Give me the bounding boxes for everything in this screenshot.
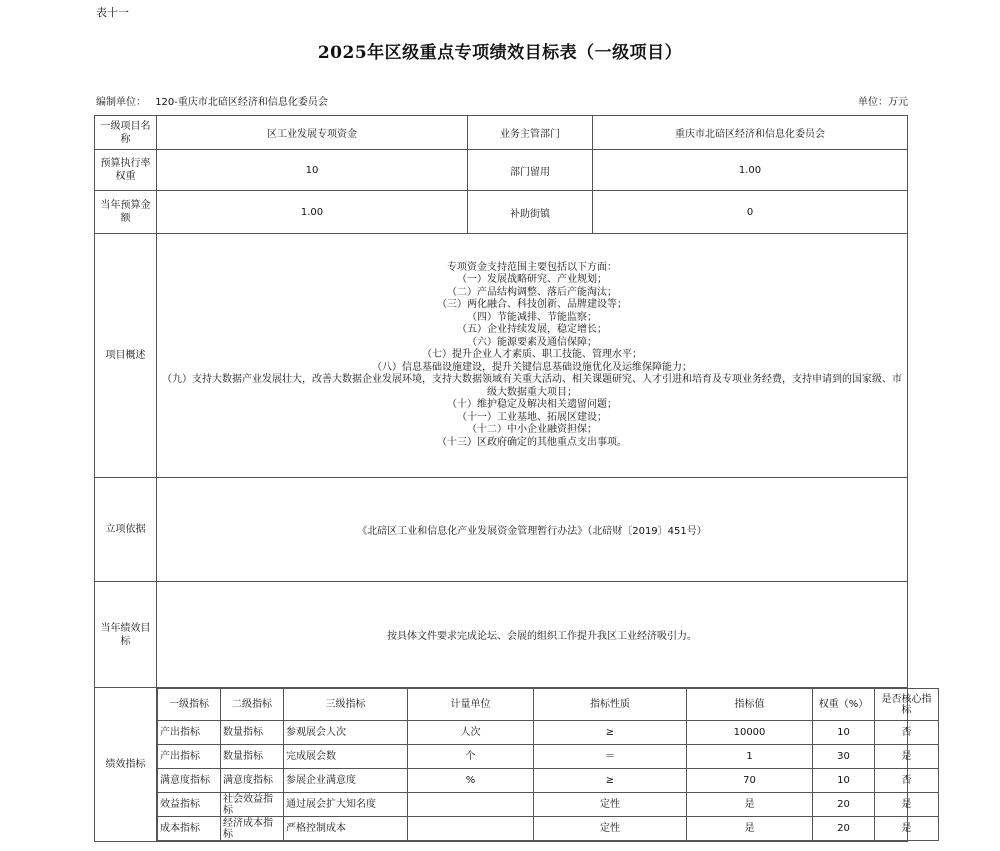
indicators-table bbox=[157, 688, 939, 841]
table-cell: 参观展会人次 bbox=[284, 721, 408, 745]
table-cell: 否 bbox=[875, 769, 939, 793]
org-label: 编制单位： bbox=[96, 97, 146, 108]
table-row bbox=[158, 721, 939, 745]
table-tag: 表十一 bbox=[96, 6, 129, 19]
overview-line: （十一）工业基地、拓展区建设； bbox=[457, 411, 607, 423]
table-cell: 30 bbox=[813, 745, 875, 769]
column-header: 权重（%） bbox=[813, 689, 875, 721]
table-cell: 是 bbox=[687, 793, 813, 817]
table-cell: 70 bbox=[687, 769, 813, 793]
basis-value: 《北碚区工业和信息化产业发展资金管理暂行办法》（北碚财〔2019〕451号） bbox=[157, 478, 908, 582]
retain-value: 1.00 bbox=[593, 150, 908, 191]
table-cell: 是 bbox=[875, 793, 939, 817]
table-cell: 10000 bbox=[687, 721, 813, 745]
subsidy-label: 补助街镇 bbox=[468, 191, 593, 234]
dept-value: 重庆市北碚区经济和信息化委员会 bbox=[593, 116, 908, 150]
overview-line: 专项资金支持范围主要包括以下方面： bbox=[447, 261, 617, 273]
overview-line: （四）节能减排、节能监察； bbox=[467, 311, 597, 323]
column-header: 指标值 bbox=[687, 689, 813, 721]
table-cell: 满意度指标 bbox=[158, 769, 221, 793]
overview-line: （六）能源要素及通信保障； bbox=[467, 336, 597, 348]
table-cell: 通过展会扩大知名度 bbox=[284, 793, 408, 817]
overview-label: 项目概述 bbox=[95, 234, 157, 478]
project-name-value: 区工业发展专项资金 bbox=[157, 116, 468, 150]
overview-line: （九）支持大数据产业发展壮大，改善大数据企业发展环境，支持大数据领域有关重大活动、相关课题研究、人才引进和培育及专项业务经费，支持申请到的国家级、市级大数据重大项目； bbox=[162, 374, 902, 398]
table-row bbox=[158, 817, 939, 841]
goal-value: 按具体文件要求完成论坛、会展的组织工作提升我区工业经济吸引力。 bbox=[387, 631, 697, 642]
retain-label: 部门留用 bbox=[468, 150, 593, 191]
indicators-cell bbox=[157, 688, 932, 842]
column-header: 一级指标 bbox=[158, 689, 221, 721]
table-cell: 10 bbox=[813, 769, 875, 793]
table-cell: 是 bbox=[687, 817, 813, 841]
row-overview bbox=[95, 234, 908, 478]
table-row bbox=[158, 745, 939, 769]
table-cell: 否 bbox=[875, 721, 939, 745]
budget-value: 1.00 bbox=[157, 191, 468, 234]
table-cell: % bbox=[408, 769, 534, 793]
table-cell: 1 bbox=[687, 745, 813, 769]
table-cell: 定性 bbox=[534, 793, 687, 817]
table-cell: ≥ bbox=[534, 721, 687, 745]
goal-cell bbox=[157, 582, 908, 688]
overview-line: （二）产品结构调整、落后产能淘汰； bbox=[447, 286, 617, 298]
table-cell: 数量指标 bbox=[221, 721, 284, 745]
overview-content bbox=[157, 234, 908, 478]
basis-label: 立项依据 bbox=[95, 478, 157, 582]
overview-line: （一）发展战略研究、产业规划； bbox=[457, 274, 607, 286]
table-cell: 效益指标 bbox=[158, 793, 221, 817]
table-cell: 完成展会数 bbox=[284, 745, 408, 769]
column-header: 三级指标 bbox=[284, 689, 408, 721]
row-basis bbox=[95, 478, 908, 582]
table-cell: 是 bbox=[875, 817, 939, 841]
table-cell: 定性 bbox=[534, 817, 687, 841]
overview-line: （五）企业持续发展，稳定增长； bbox=[457, 324, 607, 336]
performance-table bbox=[94, 115, 932, 842]
table-cell: 10 bbox=[813, 721, 875, 745]
table-cell: 满意度指标 bbox=[221, 769, 284, 793]
table-cell bbox=[408, 793, 534, 817]
org-line bbox=[96, 93, 328, 108]
table-cell: 产出指标 bbox=[158, 745, 221, 769]
overview-line: （八）信息基础设施建设，提升关键信息基础设施优化及运维保障能力； bbox=[372, 361, 692, 373]
row-weight bbox=[95, 150, 908, 191]
org-value: 120-重庆市北碚区经济和信息化委员会 bbox=[155, 97, 328, 108]
table-cell: 参展企业满意度 bbox=[284, 769, 408, 793]
indicators-label: 绩效指标 bbox=[95, 688, 157, 842]
table-cell bbox=[408, 817, 534, 841]
column-header: 指标性质 bbox=[534, 689, 687, 721]
row-goal bbox=[95, 582, 908, 688]
column-header: 二级指标 bbox=[221, 689, 284, 721]
subsidy-value: 0 bbox=[593, 191, 908, 234]
page-title: 2025年区级重点专项绩效目标表（一级项目） bbox=[317, 43, 683, 63]
table-row bbox=[158, 769, 939, 793]
project-name-label: 一级项目名称 bbox=[95, 116, 157, 150]
budget-label: 当年预算金额 bbox=[95, 191, 157, 234]
weight-label: 预算执行率权重 bbox=[95, 150, 157, 191]
table-cell: 产出指标 bbox=[158, 721, 221, 745]
table-cell: 严格控制成本 bbox=[284, 817, 408, 841]
dept-label: 业务主管部门 bbox=[468, 116, 593, 150]
row-budget bbox=[95, 191, 908, 234]
weight-value: 10 bbox=[157, 150, 468, 191]
table-cell: 20 bbox=[813, 817, 875, 841]
table-cell: ＝ bbox=[534, 745, 687, 769]
table-cell: 社会效益指标 bbox=[221, 793, 284, 817]
table-cell: 个 bbox=[408, 745, 534, 769]
indicators-header-row bbox=[158, 689, 939, 721]
column-header: 计量单位 bbox=[408, 689, 534, 721]
unit-text: 单位：万元 bbox=[858, 97, 908, 108]
table-cell: 人次 bbox=[408, 721, 534, 745]
goal-label: 当年绩效目标 bbox=[95, 582, 157, 688]
table-cell: 是 bbox=[875, 745, 939, 769]
overview-line: （七）提升企业人才素质、职工技能、管理水平； bbox=[422, 349, 642, 361]
overview-line: （十三）区政府确定的其他重点支出事项。 bbox=[437, 436, 627, 448]
row-project-name bbox=[95, 116, 908, 150]
column-header: 是否核心指标 bbox=[875, 689, 939, 721]
overview-line: （十）维护稳定及解决相关遗留问题； bbox=[447, 399, 617, 411]
table-row bbox=[158, 793, 939, 817]
overview-line: （三）两化融合、科技创新、品牌建设等； bbox=[437, 299, 627, 311]
table-cell: 数量指标 bbox=[221, 745, 284, 769]
row-indicators bbox=[95, 688, 908, 842]
table-cell: 成本指标 bbox=[158, 817, 221, 841]
table-cell: 20 bbox=[813, 793, 875, 817]
table-cell: 经济成本指标 bbox=[221, 817, 284, 841]
table-cell: ≥ bbox=[534, 769, 687, 793]
overview-line: （十二）中小企业融资担保； bbox=[467, 424, 597, 436]
